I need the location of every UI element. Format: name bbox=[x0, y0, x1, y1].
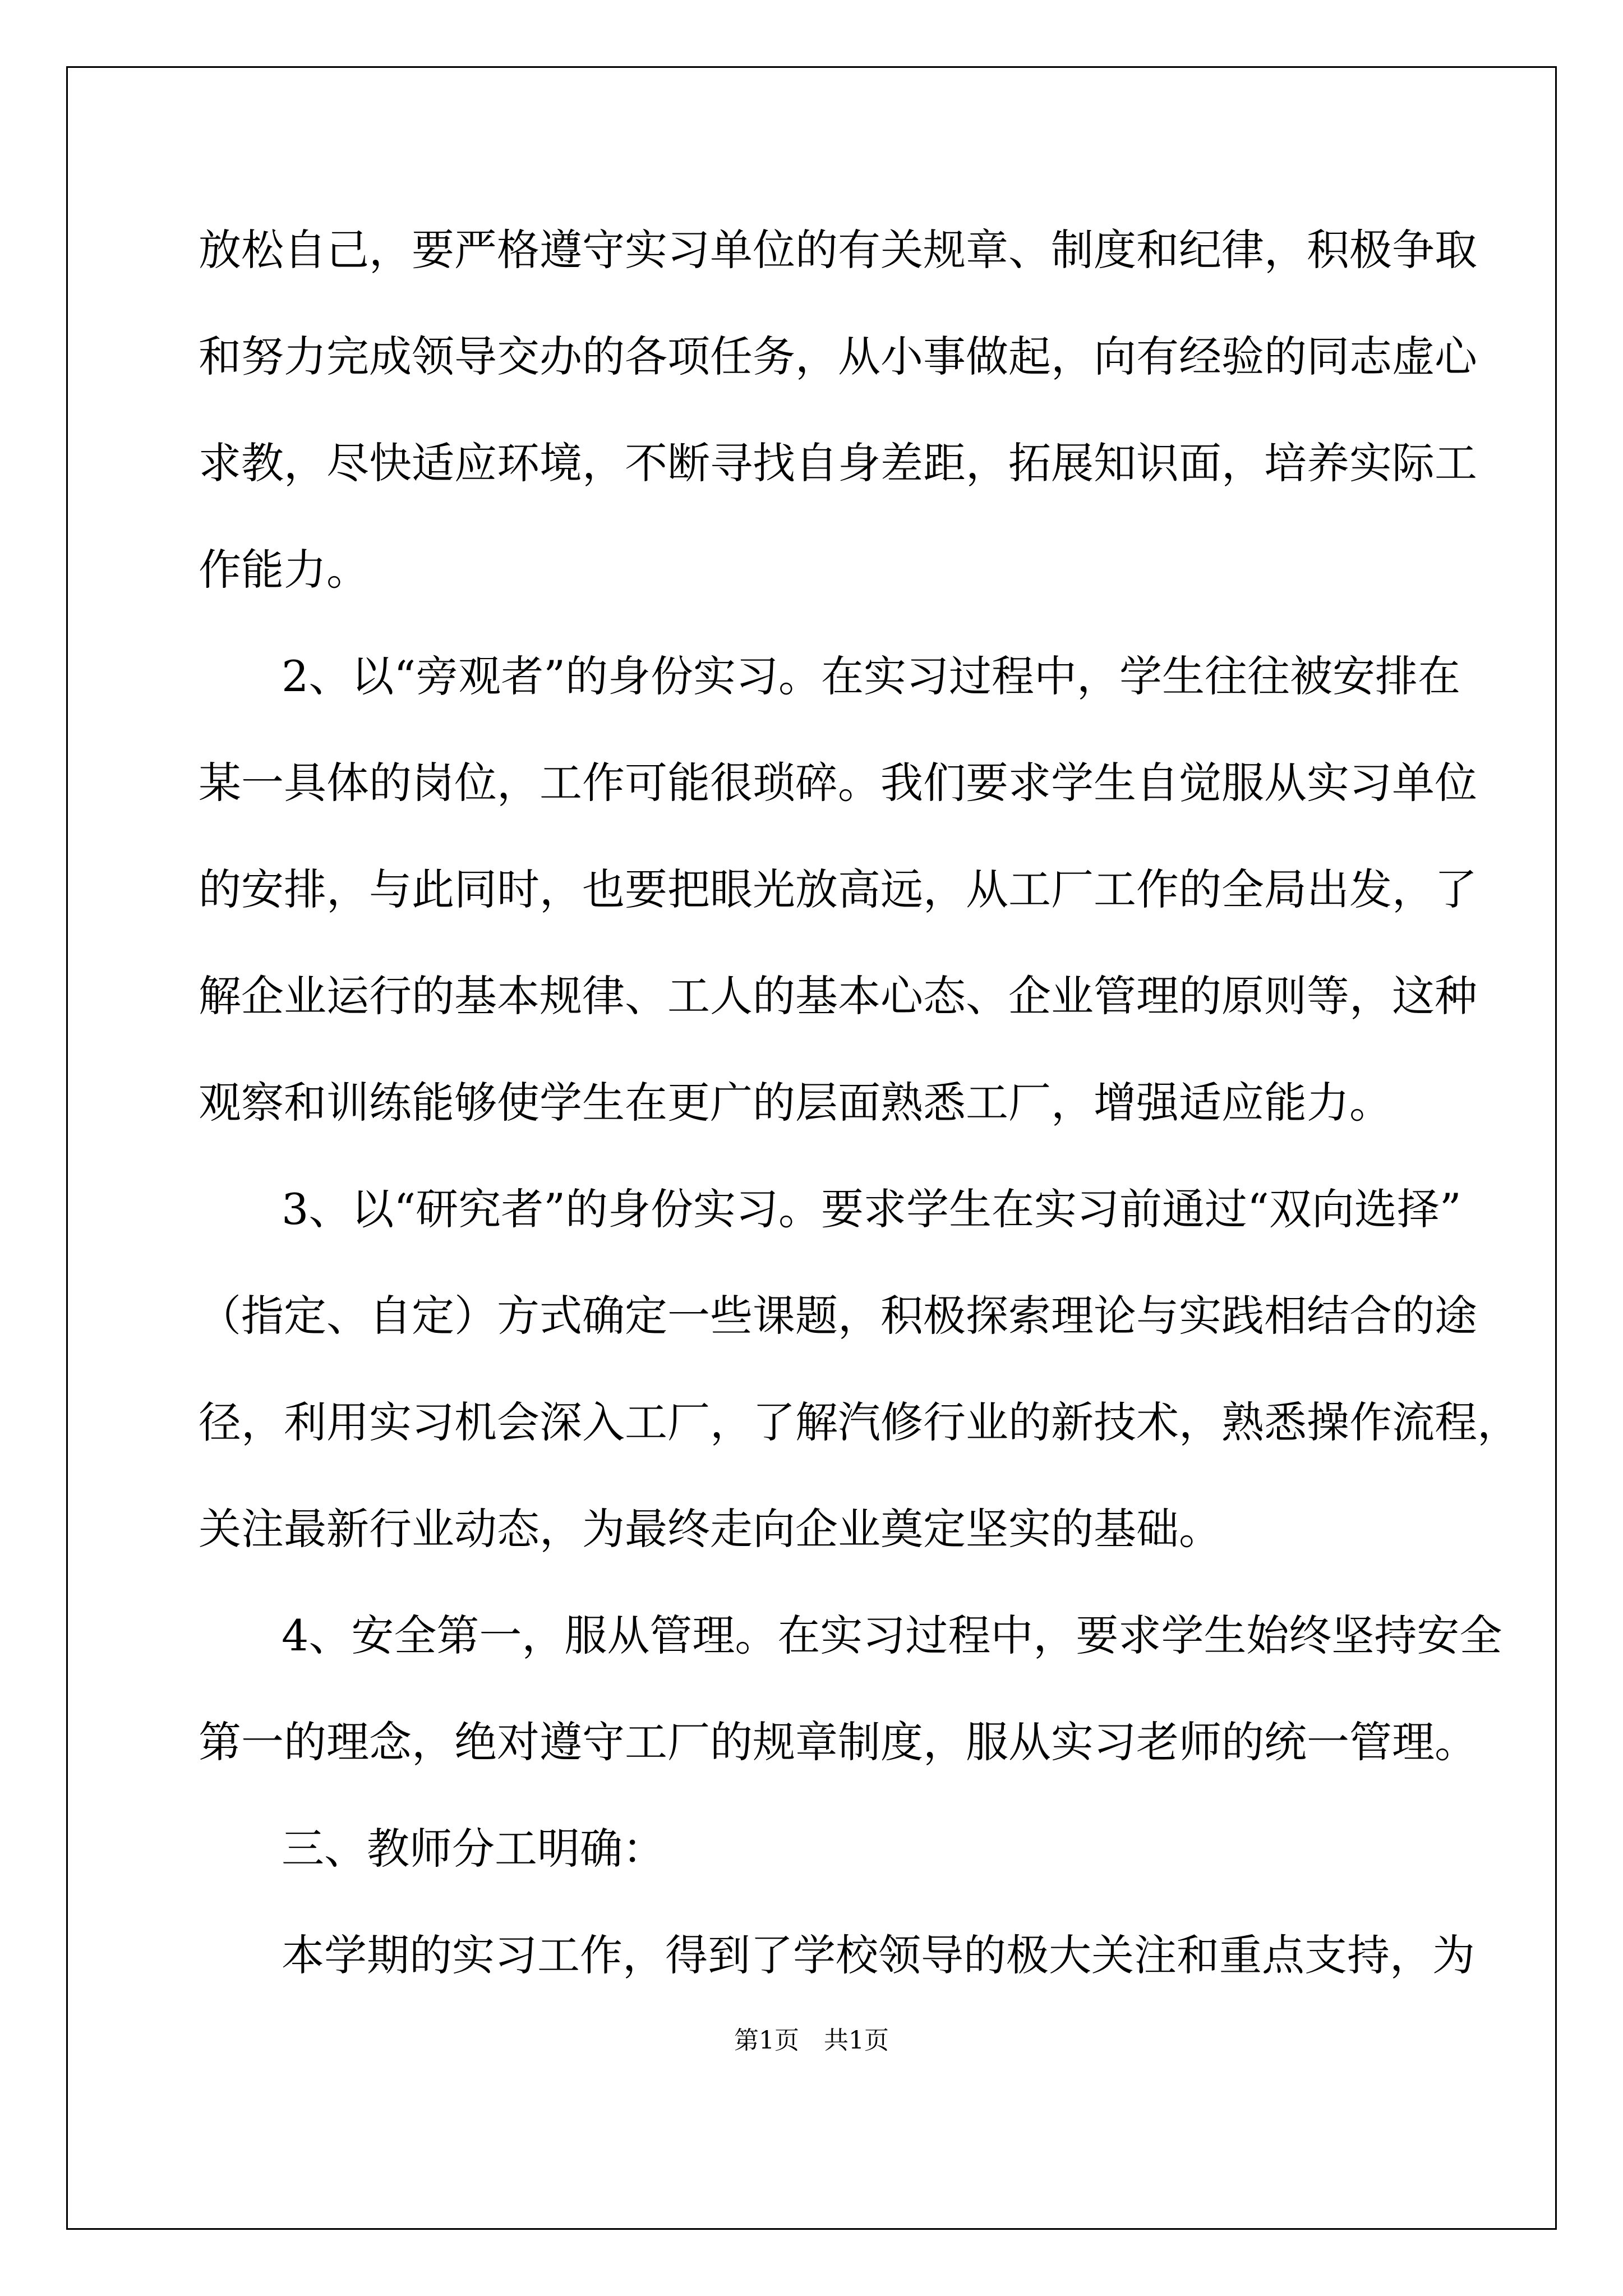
paragraph-line: 关注最新行业动态，为最终走向企业奠定坚实的基础。 bbox=[199, 1504, 1221, 1554]
paragraph-line: 放松自己，要严格遵守实习单位的有关规章、制度和纪律，积极争取 bbox=[199, 225, 1477, 275]
paragraph-line: 和努力完成领导交办的各项任务，从小事做起，向有经验的同志虚心 bbox=[199, 332, 1477, 381]
paragraph-line: 4、安全第一，服从管理。在实习过程中，要求学生始终坚持安全 bbox=[282, 1611, 1502, 1660]
paragraph-line: 求教，尽快适应环境，不断寻找自身差距，拓展知识面，培养实际工 bbox=[199, 438, 1477, 488]
paragraph-line: 3、以“研究者”的身份实习。要求学生在实习前通过“双向选择” bbox=[282, 1184, 1461, 1234]
paragraph-line: 径，利用实习机会深入工厂，了解汽修行业的新技术，熟悉操作流程， bbox=[199, 1397, 1520, 1447]
paragraph-line: 解企业运行的基本规律、工人的基本心态、企业管理的原则等，这种 bbox=[199, 971, 1477, 1021]
section-heading: 三、教师分工明确： bbox=[282, 1824, 665, 1874]
paragraph-line: 某一具体的岗位，工作可能很琐碎。我们要求学生自觉服从实习单位 bbox=[199, 758, 1477, 808]
paragraph-line: 2、以“旁观者”的身份实习。在实习过程中，学生往往被安排在 bbox=[282, 651, 1461, 701]
paragraph-line: 作能力。 bbox=[199, 545, 369, 595]
paragraph-line: 观察和训练能够使学生在更广的层面熟悉工厂，增强适应能力。 bbox=[199, 1078, 1392, 1128]
paragraph-line: 本学期的实习工作，得到了学校领导的极大关注和重点支持，为 bbox=[282, 1930, 1475, 1980]
paragraph-line: 的安排，与此同时，也要把眼光放高远，从工厂工作的全局出发，了 bbox=[199, 864, 1477, 914]
page-border bbox=[66, 66, 1557, 2230]
paragraph-line: 第一的理念，绝对遵守工厂的规章制度，服从实习老师的统一管理。 bbox=[199, 1717, 1477, 1767]
page-footer: 第1页 共1页 bbox=[734, 2026, 889, 2055]
paragraph-line: （指定、自定）方式确定一些课题，积极探索理论与实践相结合的途 bbox=[199, 1291, 1477, 1341]
